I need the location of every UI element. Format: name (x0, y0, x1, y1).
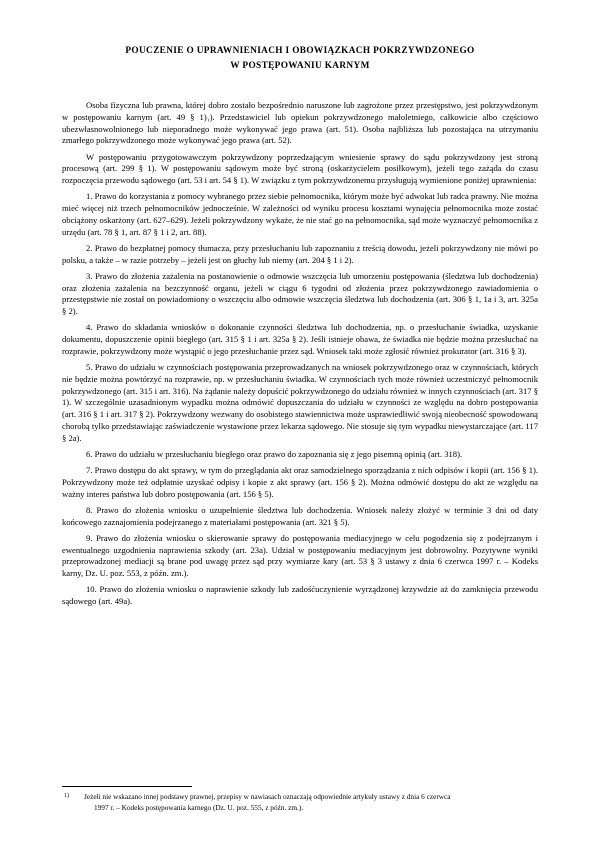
paragraph: 1. Prawo do korzystania z pomocy wybranego przez siebie pełnomocnika, którym może być adwokat lub radca prawny. Nie można mieć więcej niż trzech pełnomocników jednocześnie. W zależności od wyniku procesu kosztami wynajęcia pełnomocnika może zostać obciążony oskarżony (art. 627–629). Jeżeli pokrzywdzony wykaże, że nie stać go na pełnomocnika, sąd może wyznaczyć pełnomocnika z urzędu (art. 78 § 1, art. 87 § 1 i 2, art. 88). (62, 191, 538, 237)
footnote-separator (62, 786, 192, 787)
footnote-line-1: Jeżeli nie wskazano innej podstawy prawnej, przepisy w nawiasach oznaczają odpowiednie artykuły ustawy z dnia 6 czerwca (84, 792, 451, 801)
title-line-2: W POSTĘPOWANIU KARNYM (230, 61, 370, 71)
paragraph: 5. Prawo do udziału w czynnościach postępowania przeprowadzanych na wniosek pokrzywdzonego oraz w czynnościach, których nie będzie można powtórzyć na rozprawie, np. w przesłuchaniu świadka. W czynnościach tych może również uczestniczyć pełnomocnik pokrzywdzonego (art. 315 i art. 316). Na żądanie należy dopuścić pokrzywdzonego do udziału również w innych czynnościach (art. 317 § 1). W szczególnie uzasadnionym wypadku można odmówić dopuszczania do udziału w czynności ze względu na dobro postępowania (art. 316 § 1 i art. 317 § 2). Pokrzywdzony wezwany do osobistego stawiennictwa może usprawiedliwić swoją nieobecność spowodowaną chorobą tylko przedstawiając zaświadczenie wystawione przez lekarza sądowego. Nie stosuje się tym wypadku niewystarczające (art. 117 § 2a). (62, 362, 538, 443)
paragraph: 10. Prawo do złożenia wniosku o naprawienie szkody lub zadośćuczynienie wyrządzonej krzywdzie aż do zamknięcia przewodu sądowego (art. 49a). (62, 584, 538, 606)
paragraph: 8. Prawo do złożenia wniosku o uzupełnienie śledztwa lub dochodzenia. Wniosek należy złożyć w terminie 3 dni od daty końcowego zaznajomienia podejrzanego z materiałami postępowania (art. 321 § 5). (62, 504, 538, 527)
document-body (62, 100, 538, 608)
footnote-marker: 1) (64, 793, 69, 799)
paragraph: 4. Prawo do składania wniosków o dokonanie czynności śledztwa lub dochodzenia, np. o przesłuchanie świadka, uzyskanie dokumentu, dopuszczenie opinii biegłego (art. 315 § 1 i art. 325a § 2). Jeśli istnieje obawa, że świadka nie będzie można przesłuchać na rozprawie, pokrzywdzony może wystąpić o jego przesłuchanie przez sąd. Wniosek taki może zgłosić również prokurator (art. 316 § 3). (62, 322, 538, 356)
paragraph: 6. Prawo do udziału w przesłuchaniu biegłego oraz prawo do zapoznania się z jego pisemną opinią (art. 318). (86, 448, 463, 459)
footnote-line-2: 1997 r. – Kodeks postępowania karnego (Dz. U. poz. 555, z późn. zm.). (94, 802, 304, 812)
paragraph: Osoba fizyczna lub prawna, której dobro zostało bezpośrednio naruszone lub zagrożone przez przestępstwo, jest pokrzywdzonym w postępowaniu karnym (art. 49 § 1)₁). Przedstawiciel lub opiekun pokrzywdzonego małoletniego, całkowicie albo częściowo ubezwłasnowolnionego lub nieporadnego może wykonywać jego prawa (art. 51). Osoba najbliższa lub pozostająca na utrzymaniu zmarłego pokrzywdzonego może wykonywać jego prawa (art. 52). (62, 100, 538, 146)
footnote (62, 792, 538, 813)
footnote-area (62, 786, 538, 813)
paragraph: 3. Prawo do złożenia zażalenia na postanowienie o odmowie wszczęcia lub umorzeniu postępowania (śledztwa lub dochodzenia) oraz złożenia zażalenia na bezczynność organu, jeżeli w ciągu 6 tygodni od złożenia przez pokrzywdzonego zawiadomienia o przestępstwie nie został on powiadomiony o wszczęciu albo odmowie wszczęcia śledztwa lub dochodzenia (art. 306 § 1, 1a i 3, art. 325a § 2). (62, 270, 538, 316)
paragraph: 9. Prawo do złożenia wniosku o skierowanie sprawy do postępowania mediacyjnego w celu pogodzenia się z podejrzanym i ewentualnego uzgodnienia naprawienia szkody (art. 23a). Udział w postępowaniu mediacyjnym jest dobrowolny. Pozytywne wyniki przeprowadzonej mediacji są brane pod uwagę przez sąd przy wymiarze kary (art. 53 § 3 ustawy z dnia 6 czerwca 1997 r. – Kodeks karny, Dz. U. poz. 553, z późn. zm.). (62, 532, 538, 578)
paragraph: 7. Prawo dostępu do akt sprawy, w tym do przeglądania akt oraz samodzielnego sporządzania z nich odpisów i kopii (art. 156 § 1). Pokrzywdzony może też odpłatnie uzyskać odpisy i kopie z akt sprawy (art. 156 § 2). Można odmówić dostępu do akt ze względu na ważny interes państwa lub dobro postępowania (art. 156 § 5). (62, 465, 538, 499)
document-title (62, 44, 538, 74)
paragraph: 2. Prawo do bezpłatnej pomocy tłumacza, przy przesłuchaniu lub zapoznaniu z treścią dowodu, jeżeli pokrzywdzony nie mówi po polsku, a także – w razie potrzeby – jeżeli jest on głuchy lub niemy (art. 204 § 1 i 2). (62, 242, 538, 265)
paragraph: W postępowaniu przygotowawczym pokrzywdzony poprzedzającym wniesienie sprawy do sądu pokrzywdzony jest stroną procesową (art. 299 § 1). W postępowaniu sądowym może być stroną (oskarżycielem posiłkowym), jeżeli tego zażąda do czasu rozpoczęcia przewodu sądowego (art. 53 i art. 54 § 1). W związku z tym pokrzywdzonemu przysługują wymienione poniżej uprawnienia: (62, 151, 538, 185)
title-line-1: POUCZENIE O UPRAWNIENIACH I OBOWIĄZKACH POKRZYWDZONEGO (125, 46, 475, 56)
